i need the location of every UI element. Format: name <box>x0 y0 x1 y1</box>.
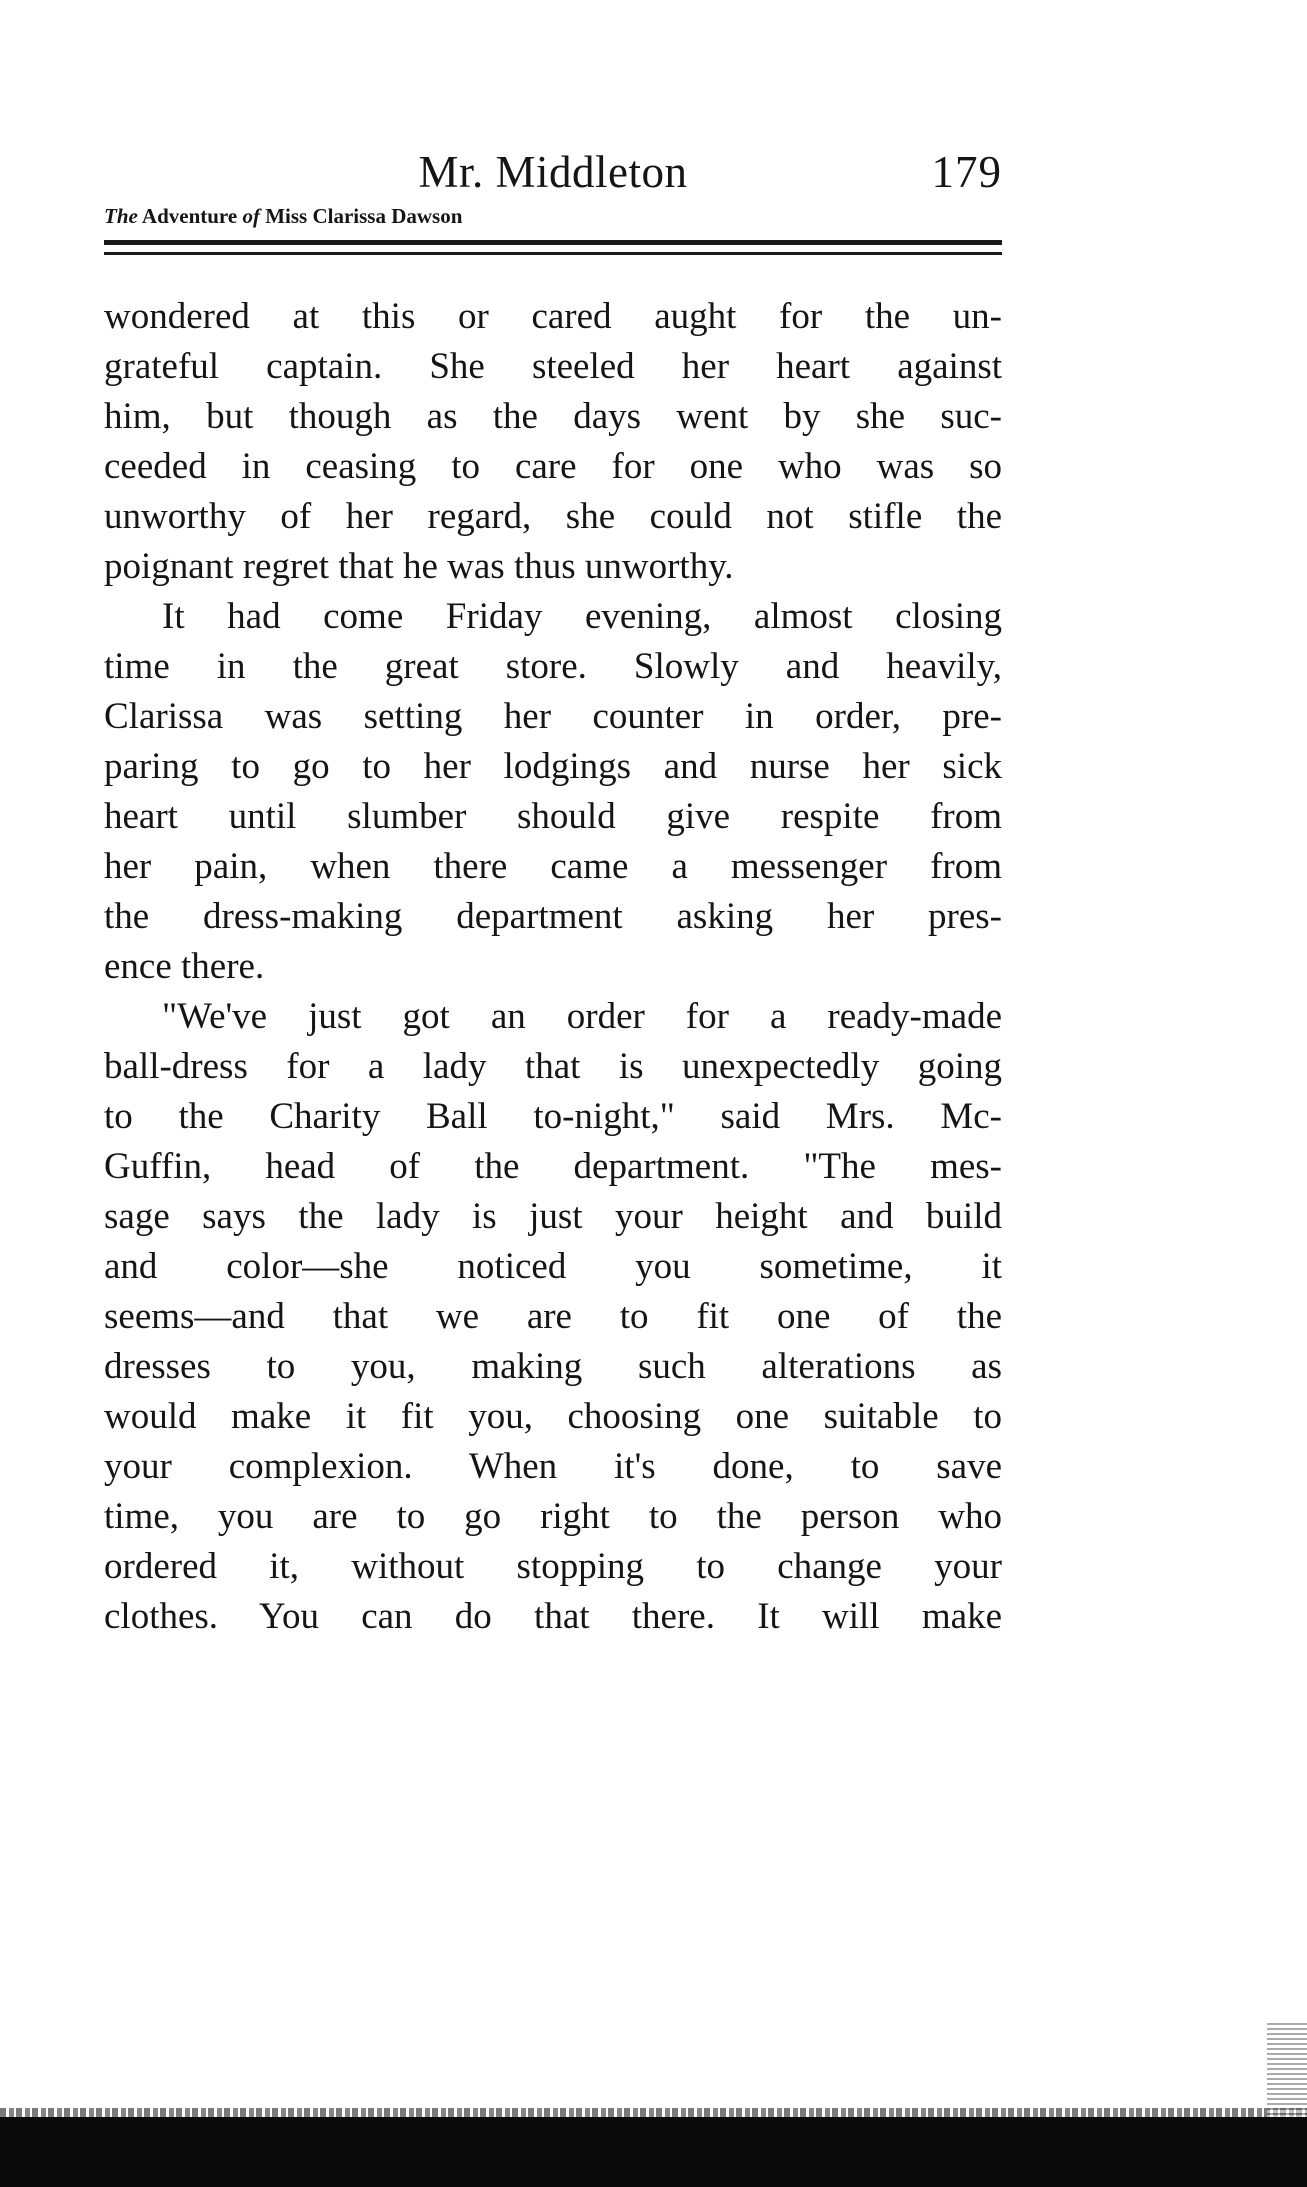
text-line: sage says the lady is just your height and build <box>104 1196 1002 1237</box>
text-line: ordered it, without stopping to change your <box>104 1546 1002 1587</box>
text-line: would make it fit you, choosing one suitable to <box>104 1396 1002 1437</box>
text-line: Guffin, head of the department. "The mes- <box>104 1146 1002 1187</box>
text-line: ceeded in ceasing to care for one who was so <box>104 446 1002 487</box>
text-line: her pain, when there came a messenger from <box>104 846 1002 887</box>
subtitle-adventure: Adventure <box>137 204 243 228</box>
text-line: unworthy of her regard, she could not stifle the <box>104 496 1002 537</box>
text-line: heart until slumber should give respite from <box>104 796 1002 837</box>
body-text <box>104 292 1002 1642</box>
subtitle-of: of <box>242 204 260 228</box>
header-rule-thick <box>104 240 1002 245</box>
text-line: wondered at this or cared aught for the un- <box>104 296 1002 337</box>
text-line: grateful captain. She steeled her heart against <box>104 346 1002 387</box>
text-line: time in the great store. Slowly and heavily, <box>104 646 1002 687</box>
text-line: clothes. You can do that there. It will make <box>104 1596 1002 1637</box>
scan-edge-bottom <box>0 2117 1307 2187</box>
text-line: "We've just got an order for a ready-made <box>162 996 1002 1037</box>
text-line: seems—and that we are to fit one of the <box>104 1296 1002 1337</box>
text-line: ball-dress for a lady that is unexpectedly going <box>104 1046 1002 1087</box>
text-line: your complexion. When it's done, to save <box>104 1446 1002 1487</box>
page-number: 179 <box>931 147 1002 197</box>
text-line: dresses to you, making such alterations as <box>104 1346 1002 1387</box>
text-line: the dress-making department asking her pres- <box>104 896 1002 937</box>
text-line: poignant regret that he was thus unworthy. <box>104 546 734 587</box>
text-line: time, you are to go right to the person who <box>104 1496 1002 1537</box>
book-subtitle <box>104 206 462 227</box>
text-line: and color—she noticed you sometime, it <box>104 1246 1002 1287</box>
text-line: ence there. <box>104 946 265 987</box>
text-line: him, but though as the days went by she suc- <box>104 396 1002 437</box>
text-line: to the Charity Ball to-night," said Mrs. Mc- <box>104 1096 1002 1137</box>
header-rule-thin <box>104 252 1002 255</box>
scan-edge-right <box>1267 2020 1307 2120</box>
running-header <box>104 140 1002 230</box>
text-line: It had come Friday evening, almost closing <box>162 596 1002 637</box>
subtitle-rest: Miss Clarissa Dawson <box>259 204 463 228</box>
chapter-title: Mr. Middleton <box>418 147 688 197</box>
text-line: paring to go to her lodgings and nurse her sick <box>104 746 1002 787</box>
subtitle-the: The <box>104 204 138 228</box>
text-line: Clarissa was setting her counter in order, pre- <box>104 696 1002 737</box>
